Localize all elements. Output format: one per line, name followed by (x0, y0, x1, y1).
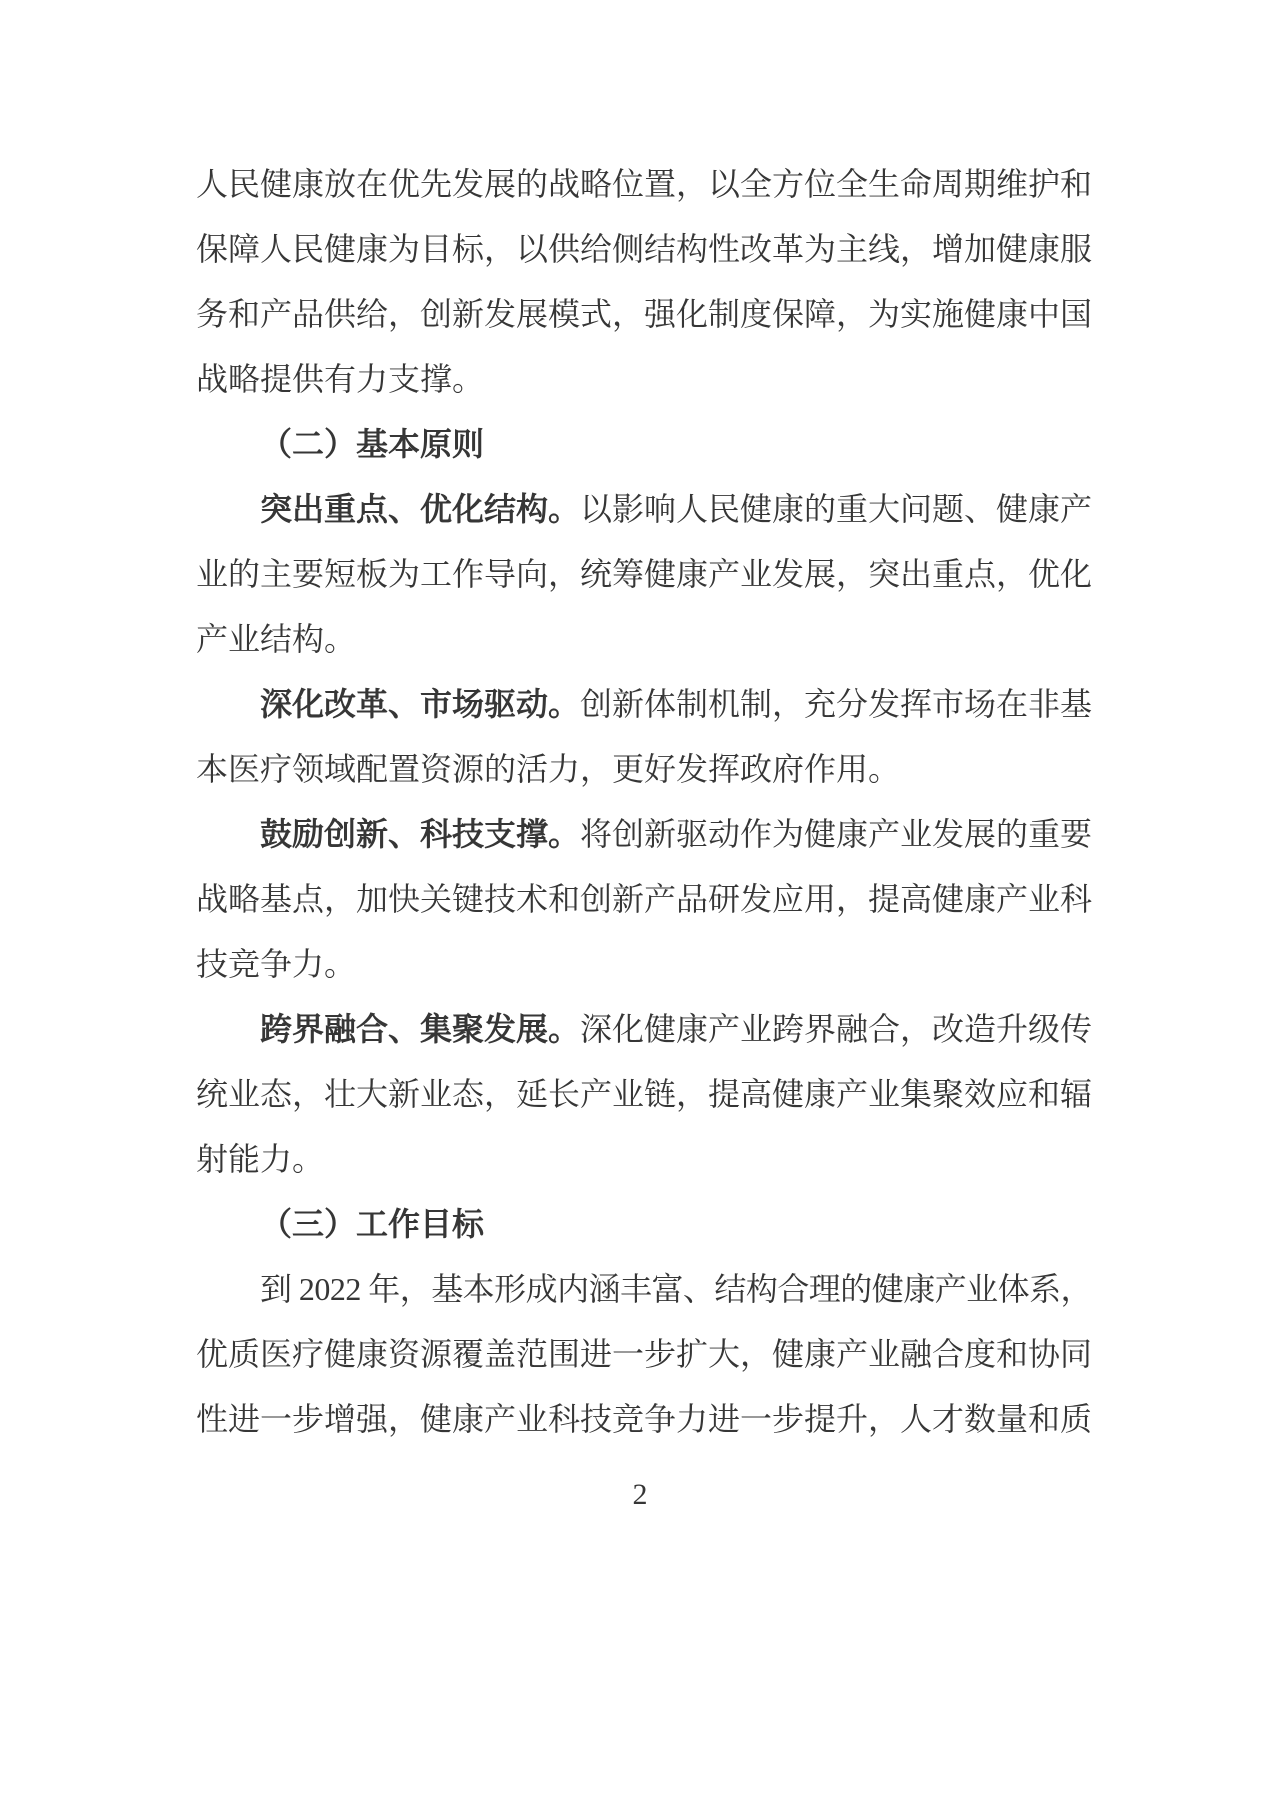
text-line: 统业态，壮大新业态，延长产业链，提高健康产业集聚效应和辐 (196, 1076, 1093, 1112)
section-heading (196, 412, 1092, 477)
text-line: 性进一步增强，健康产业科技竞争力进一步提升，人才数量和质 (196, 1401, 1093, 1437)
text-line: 业的主要短板为工作导向，统筹健康产业发展，突出重点，优化 (196, 556, 1093, 592)
text-line: 务和产品供给，创新发展模式，强化制度保障，为实施健康中国 (196, 296, 1093, 332)
text-line: 射能力。 (196, 1141, 325, 1177)
text-line: 人民健康放在优先发展的战略位置，以全方位全生命周期维护和 (196, 166, 1093, 202)
paragraph (196, 672, 1092, 802)
bold-lead: 鼓励创新、科技支撑。 (260, 816, 581, 852)
text-line: 技竞争力。 (196, 946, 357, 982)
heading-line: （三）工作目标 (260, 1206, 485, 1242)
bold-lead: 跨界融合、集聚发展。 (260, 1011, 581, 1047)
text-line: 战略基点，加快关键技术和创新产品研发应用，提高健康产业科 (196, 881, 1093, 917)
text-line: 产业结构。 (196, 621, 357, 657)
paragraph (196, 152, 1092, 412)
text-line: 鼓励创新、科技支撑。将创新驱动作为健康产业发展的重要 (260, 816, 1093, 852)
section-heading (196, 1192, 1092, 1257)
bold-lead: 深化改革、市场驱动。 (260, 686, 581, 722)
paragraph (196, 802, 1092, 997)
text-line: 本医疗领域配置资源的活力，更好发挥政府作用。 (196, 751, 901, 787)
text-line: 跨界融合、集聚发展。深化健康产业跨界融合，改造升级传 (260, 1011, 1093, 1047)
text-line: 深化改革、市场驱动。创新体制机制，充分发挥市场在非基 (260, 686, 1093, 722)
bold-lead: 突出重点、优化结构。 (260, 491, 581, 527)
text-line: 突出重点、优化结构。以影响人民健康的重大问题、健康产 (260, 491, 1093, 527)
paragraph (196, 1257, 1092, 1452)
document-body (196, 152, 1092, 1452)
heading-line: （二）基本原则 (260, 426, 485, 462)
page-number: 2 (632, 1478, 648, 1511)
text-line: 优质医疗健康资源覆盖范围进一步扩大，健康产业融合度和协同 (196, 1336, 1093, 1372)
text-line: 到 2022 年，基本形成内涵丰富、结构合理的健康产业体系， (260, 1271, 1093, 1307)
paragraph (196, 997, 1092, 1192)
text-line: 保障人民健康为目标，以供给侧结构性改革为主线，增加健康服 (196, 231, 1093, 267)
paragraph (196, 477, 1092, 672)
text-line: 战略提供有力支撑。 (196, 361, 485, 397)
